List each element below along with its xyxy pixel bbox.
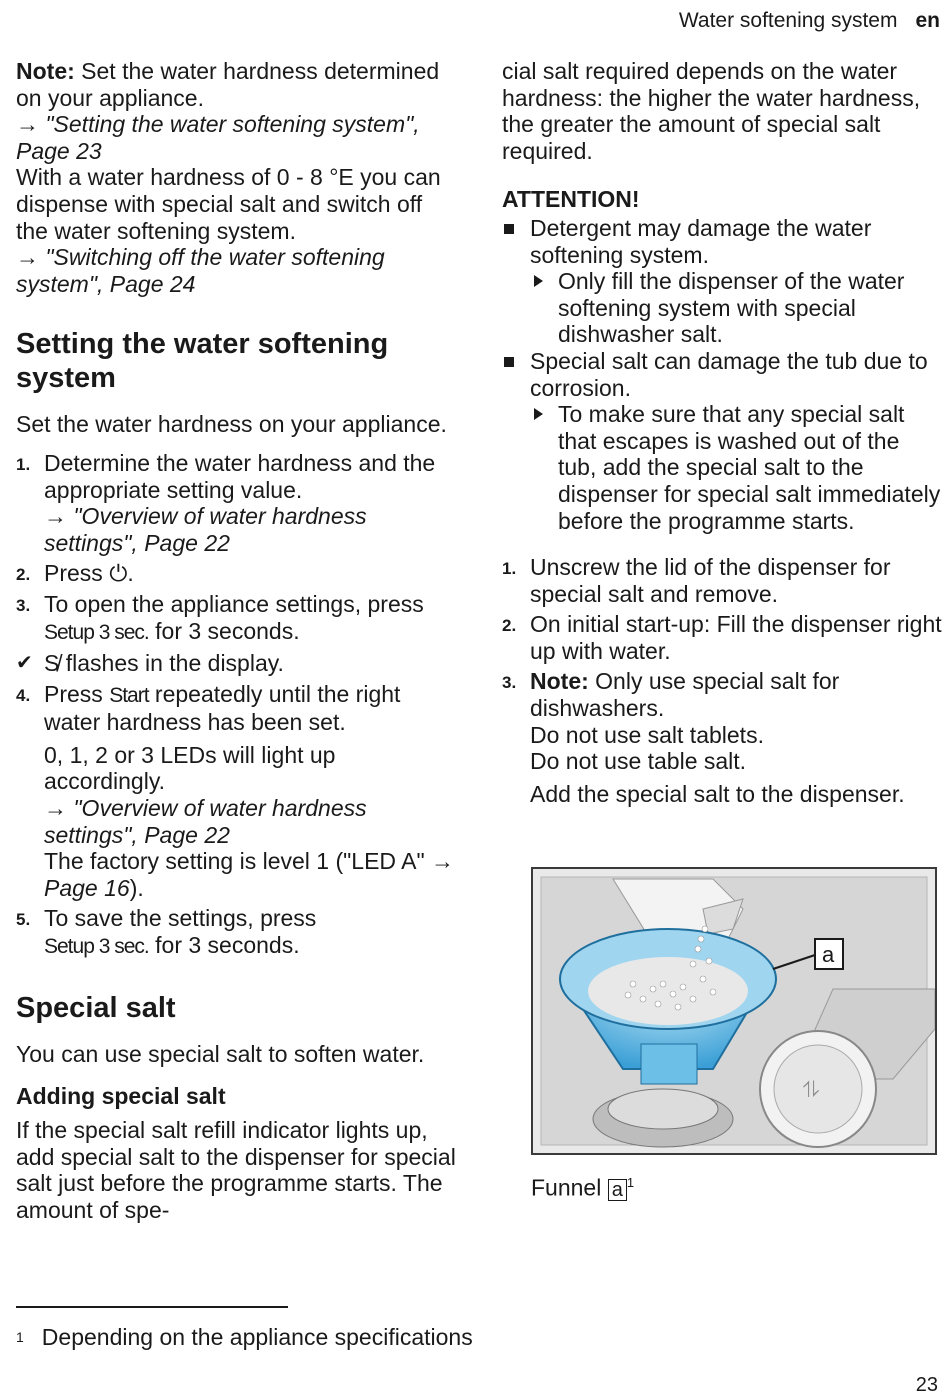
step-text-end: for 3 seconds.	[148, 617, 300, 644]
heading-adding-special-salt: Adding special salt	[16, 1083, 226, 1110]
step-text: Press	[44, 680, 110, 707]
salt-intro: You can use special salt to soften water.	[16, 1040, 425, 1067]
action-text: To make sure that any special salt that escapes is washed out of the tub, add the special salt to the dispenser for special salt immediately before the programme starts.	[558, 401, 941, 534]
step-text: On initial start-up: Fill the dispenser right up with water.	[530, 611, 942, 664]
step-text: To save the settings, press	[44, 905, 317, 932]
page-number: 23	[915, 1374, 938, 1396]
funnel-drawing	[533, 869, 935, 1153]
funnel-label: a	[822, 942, 835, 967]
note-label: Note:	[530, 668, 589, 695]
result-text: flashes in the display.	[59, 650, 284, 677]
step-4-detail: 0, 1, 2 or 3 LEDs will light up accordingly.	[44, 741, 336, 795]
setup-key-label: Setup 3 sec.	[44, 935, 149, 959]
hardness-paragraph: With a water hardness of 0 - 8 °E you can dispense with special salt and switch off the water softening system.	[16, 164, 441, 244]
caption-text: Funnel	[531, 1174, 608, 1201]
action-text: Only fill the dispenser of the water softening system with special dishwasher salt.	[558, 268, 905, 348]
attention-text: Detergent may damage the water softening system.	[530, 214, 872, 268]
step-4	[16, 681, 458, 902]
step-text: Unscrew the lid of the dispenser for special salt and remove.	[530, 554, 891, 607]
salt-step-3	[502, 668, 942, 807]
salt-step-2	[502, 611, 942, 664]
footnote-text: Depending on the appliance specifications	[41, 1324, 473, 1350]
factory-setting-end: ).	[129, 874, 144, 901]
heading-special-salt: Special salt	[16, 991, 176, 1024]
step-result	[16, 650, 458, 677]
footnote-reference[interactable]: 1	[626, 1175, 635, 1190]
step-number: 2.	[502, 616, 517, 636]
header-section-title: Water softening system	[678, 9, 898, 32]
heading-setting-water-softening: Setting the water softening system	[16, 328, 389, 395]
step-1	[16, 450, 458, 556]
step-3	[16, 591, 458, 646]
step-5	[16, 905, 458, 960]
step-number: 3.	[502, 673, 517, 693]
step-number: 1.	[16, 454, 31, 474]
step-text-end: repeatedly until the right water hardness has been set.	[44, 680, 401, 736]
attention-action	[530, 268, 942, 348]
setting-intro: Set the water hardness on your appliance.	[16, 411, 447, 438]
step-number: 3.	[16, 595, 31, 615]
caption-label-box: a	[608, 1179, 627, 1201]
setup-key-label: Setup 3 sec.	[44, 620, 149, 644]
attention-heading: ATTENTION!	[502, 186, 640, 213]
step-number: 5.	[16, 910, 31, 930]
factory-setting-text	[44, 848, 458, 901]
softening-symbol-icon: S̸	[44, 650, 60, 677]
note-paragraph	[16, 58, 458, 111]
step-2	[16, 560, 458, 587]
attention-item-2	[502, 348, 942, 534]
step-number: 2.	[16, 565, 31, 585]
cross-reference-page-16[interactable]: → Page 16	[44, 848, 455, 901]
square-bullet-icon	[504, 357, 514, 367]
salt-tablets-warning: Do not use salt tablets.	[530, 721, 764, 748]
triangle-bullet-icon	[534, 275, 543, 287]
continued-paragraph: cial salt required depends on the water hardness: the higher the water hardness, the greater the amount of special salt required.	[502, 58, 921, 164]
header-language: en	[915, 9, 940, 32]
triangle-bullet-icon	[534, 408, 543, 420]
footnote-divider	[16, 1306, 288, 1308]
right-column	[502, 58, 942, 811]
cross-reference-setting[interactable]: → "Setting the water softening system", Page 23	[16, 111, 420, 164]
adding-text: If the special salt refill indicator lights up, add special salt to the dispenser for special salt just before the programme starts. The amount of spe-	[16, 1117, 456, 1223]
salt-steps	[502, 554, 942, 807]
footnote	[16, 1324, 473, 1351]
attention-action	[530, 401, 942, 534]
footnote-mark: 1	[16, 1329, 24, 1345]
step-text-end: .	[127, 560, 134, 587]
note-text: Set the water hardness determined on your appliance.	[16, 58, 440, 111]
attention-list	[502, 215, 942, 534]
factory-setting-start: The factory setting is level 1 ("LED A"	[44, 848, 432, 875]
add-salt-instruction: Add the special salt to the dispenser.	[530, 780, 905, 807]
figure-caption	[531, 1170, 634, 1201]
attention-text: Special salt can damage the tub due to corrosion.	[530, 347, 928, 401]
square-bullet-icon	[504, 224, 514, 234]
start-key-label: Start	[109, 683, 149, 707]
funnel-illustration	[531, 867, 937, 1155]
cross-reference-switching-off[interactable]: → "Switching off the water softening system", Page 24	[16, 244, 385, 297]
step-number: 1.	[502, 559, 517, 579]
softener-symbol-icon: ⥮	[803, 1078, 819, 1103]
step-text: Press	[44, 560, 110, 587]
power-icon: ⏻	[109, 560, 128, 587]
step-number: 4.	[16, 685, 31, 705]
salt-step-1	[502, 554, 942, 607]
step-text-end: for 3 seconds.	[148, 932, 300, 959]
note-text: Only use special salt for dishwashers.	[530, 668, 840, 722]
attention-item-1	[502, 215, 942, 348]
setting-steps	[16, 450, 458, 961]
step-text: Determine the water hardness and the appropriate setting value.	[44, 449, 436, 503]
left-column	[16, 58, 458, 1224]
check-icon: ✔	[16, 652, 33, 675]
cross-reference-overview-2[interactable]: → "Overview of water hardness settings", Page 22	[44, 795, 367, 848]
running-header	[679, 8, 940, 35]
step-text: To open the appliance settings, press	[44, 590, 424, 617]
note-label: Note:	[16, 58, 75, 84]
cross-reference-overview[interactable]: → "Overview of water hardness settings", Page 22	[44, 503, 367, 556]
table-salt-warning: Do not use table salt.	[530, 748, 747, 775]
